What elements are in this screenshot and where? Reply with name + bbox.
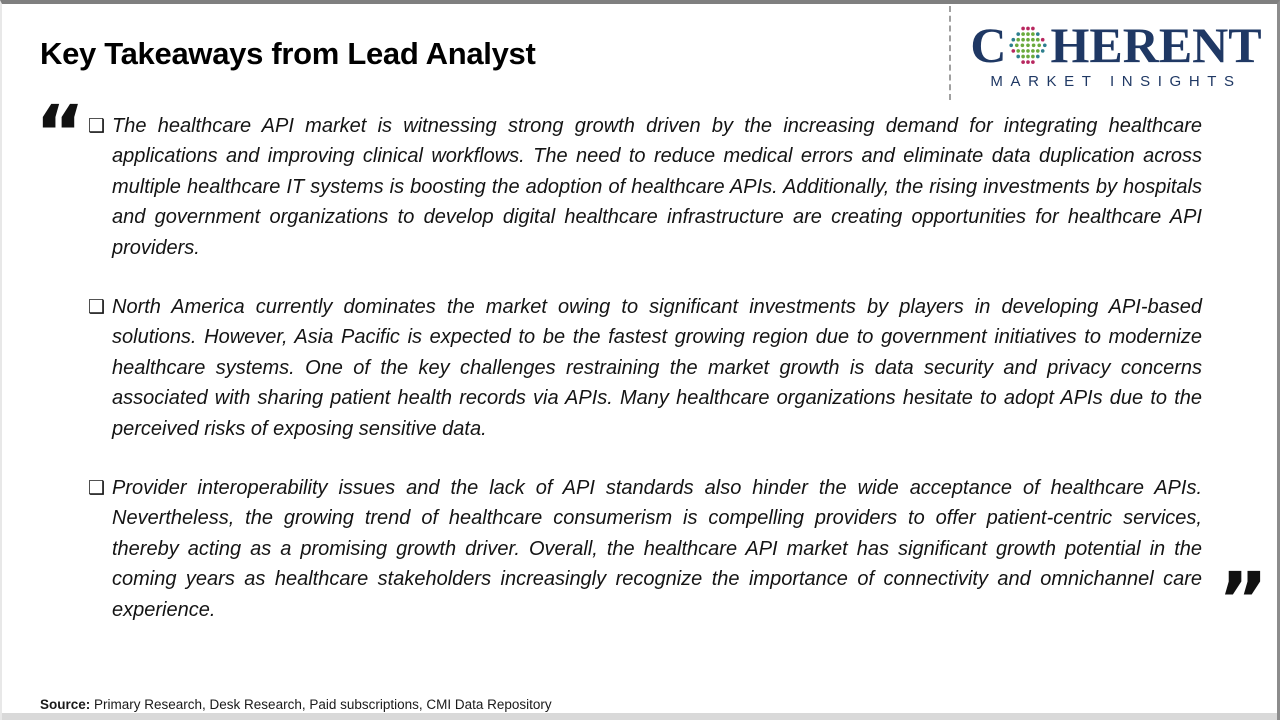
takeaway-text: The healthcare API market is witnessing strong growth driven by the increasing demand for integrating healthcare applications and improving clinical workflows. The need to reduce medical errors and eliminate data duplication across multiple healthcare IT systems is boosting the adoption of healthcare APIs. Additionally, the rising investments by hospitals and government organizations to develop digital healthcare infrastructure are creating opportunities for healthcare API providers. — [112, 115, 1202, 259]
logo-letters-herent: HERENT — [1050, 17, 1262, 73]
globe-dots-icon — [1007, 25, 1049, 67]
logo-wordmark — [970, 17, 1262, 73]
header-dashed-divider — [949, 6, 951, 100]
logo-subtitle: MARKET INSIGHTS — [990, 73, 1242, 90]
takeaway-item-2 — [88, 292, 1202, 444]
takeaways-list — [88, 111, 1202, 625]
takeaway-text: Provider interoperability issues and the lack of API standards also hinder the wide acceptance of healthcare APIs. Nevertheless, the growing trend of healthcare consumerism is compelling providers to offer patient-centric services, thereby acting as a promising growth driver. Overall, the healthcare API market has significant growth potential in the coming years as healthcare stakeholders increasingly recognize the importance of connectivity and omnichannel care experience. — [112, 477, 1202, 621]
takeaway-text: North America currently dominates the market owing to significant investments by players in developing API-based solutions. However, Asia Pacific is expected to be the fastest growing region due to government initiatives to modernize healthcare systems. One of the key challenges restraining the market growth is data security and privacy concerns associated with sharing patient health records via APIs. Many healthcare organizations hesitate to adopt APIs due to the perceived risks of exposing sensitive data. — [112, 296, 1202, 440]
square-bullet-icon: ❑ — [88, 297, 106, 319]
source-label: Source: — [40, 697, 91, 712]
page-title: Key Takeaways from Lead Analyst — [40, 36, 536, 71]
square-bullet-icon: ❑ — [88, 116, 106, 137]
square-bullet-icon: ❑ — [88, 478, 106, 500]
source-line — [40, 697, 552, 712]
source-text: Primary Research, Desk Research, Paid subscriptions, CMI Data Repository — [90, 697, 552, 712]
coherent-market-insights-logo — [970, 17, 1262, 90]
open-quote-icon: “ — [35, 88, 85, 177]
takeaway-item-1 — [88, 111, 1202, 263]
takeaway-item-3 — [88, 473, 1202, 625]
close-quote-icon: ” — [1218, 555, 1268, 644]
bottom-gray-band — [2, 713, 1277, 720]
logo-letter-c: C — [970, 17, 1007, 73]
